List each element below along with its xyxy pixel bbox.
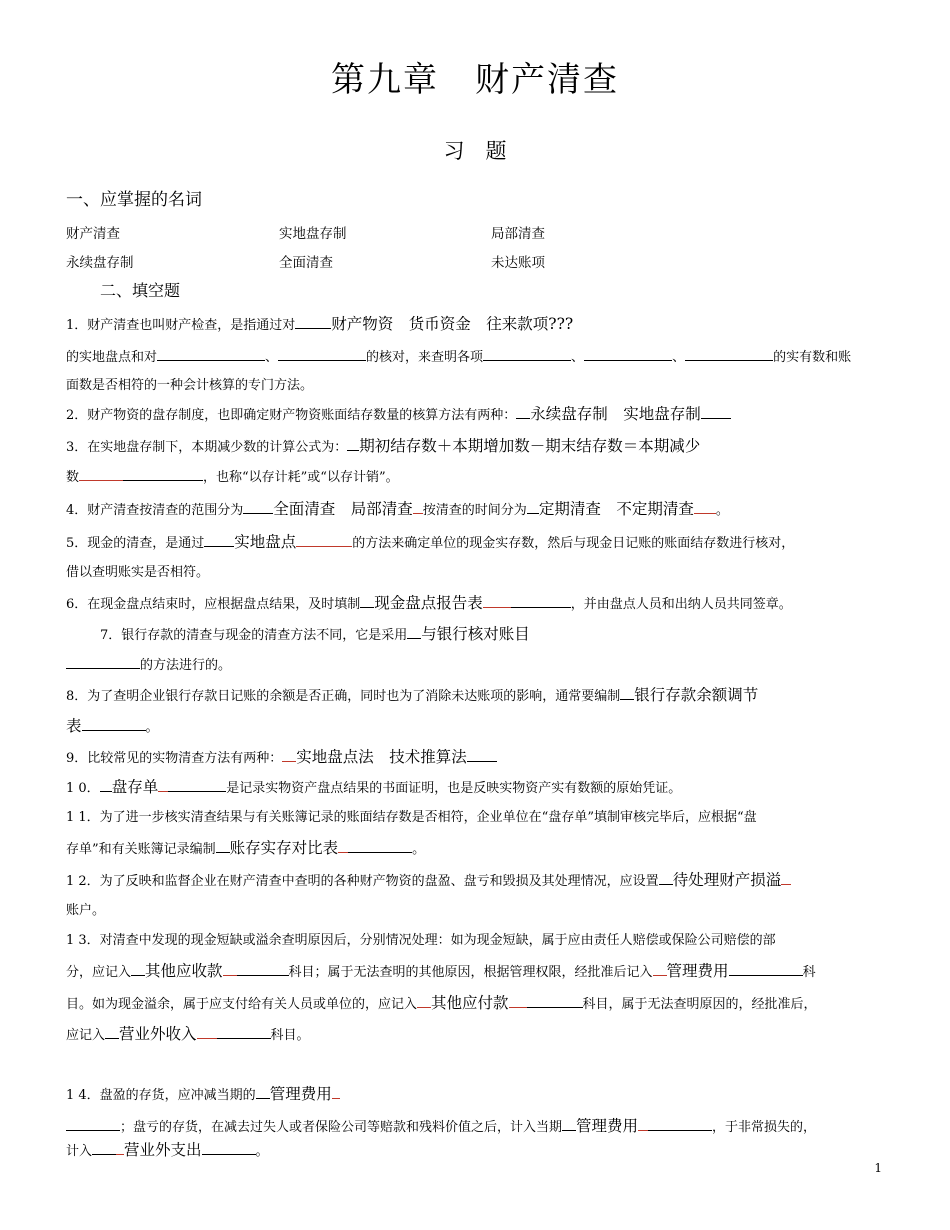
blank-underline bbox=[202, 1154, 256, 1155]
blank-underline bbox=[413, 513, 423, 514]
blank-underline bbox=[116, 1154, 124, 1155]
blank-underline bbox=[347, 450, 359, 451]
blank-underline bbox=[223, 975, 237, 976]
blank-underline bbox=[66, 1130, 120, 1131]
question-7-line2: 的方法进行的。 bbox=[66, 654, 231, 673]
blank-underline bbox=[527, 1007, 583, 1008]
exercise-subtitle: 习 题 bbox=[443, 139, 507, 163]
question-10: 1 0． 盘存单 是记录实物资产盘点结果的书面证明，也是反映实物资产实有数额的原始凭证。 bbox=[66, 778, 682, 796]
term: 财产清查 bbox=[66, 226, 120, 242]
blank-underline bbox=[131, 975, 145, 976]
term: 永续盘存制 bbox=[66, 255, 134, 271]
blank-underline bbox=[295, 328, 331, 329]
question-9: 9．比较常见的实物清查方法有两种： 实地盘点法 技术推算法 bbox=[66, 745, 497, 767]
blank-underline bbox=[105, 1038, 119, 1039]
blank-underline bbox=[417, 1007, 431, 1008]
question-14: 1 4．盘盈的存货，应冲减当期的 管理费用 bbox=[66, 1082, 340, 1104]
blank-underline bbox=[729, 975, 803, 976]
question-11: 1 1．为了进一步核实清查结果与有关账簿记录的账面结存数是否相符，企业单位在“盘存单”填制审核完毕后，应根据“盘 bbox=[66, 810, 757, 825]
blank-underline bbox=[237, 975, 289, 976]
question-1-line3: 面数是否相符的一种会计核算的专门方法。 bbox=[66, 378, 314, 393]
answer: 定期清查 不定期清查 bbox=[538, 500, 694, 518]
term: 全面清查 bbox=[279, 255, 333, 271]
blank-underline bbox=[516, 418, 530, 419]
question-1: 1．财产清查也叫财产检查，是指通过对 财产物资 货币资金 往来款项??? bbox=[66, 315, 574, 333]
blank-underline bbox=[338, 852, 348, 853]
blank-underline bbox=[685, 360, 773, 361]
answer: 财产物资 货币资金 往来款项??? bbox=[331, 315, 574, 333]
question-12-line2: 账户。 bbox=[66, 903, 106, 918]
blank-underline bbox=[648, 1130, 712, 1131]
answer: 现金盘点报告表 bbox=[374, 594, 483, 612]
blank-underline bbox=[157, 360, 265, 361]
page-title: 第九章 财产清查 bbox=[331, 60, 619, 100]
answer: 管理费用 bbox=[666, 962, 729, 980]
question-6: 6．在现金盘点结束时，应根据盘点结果，及时填制 现金盘点报告表 ，并由盘点人员和出纳人员共同签章。 bbox=[66, 594, 792, 612]
blank-underline bbox=[217, 1038, 271, 1039]
answer: 营业外支出 bbox=[124, 1141, 202, 1159]
blank-underline bbox=[483, 360, 571, 361]
blank-underline bbox=[638, 1130, 648, 1131]
answer: 实地盘点 bbox=[234, 533, 297, 551]
answer: 待处理财产损溢 bbox=[672, 871, 782, 889]
blank-underline bbox=[197, 1038, 217, 1039]
blank-underline bbox=[701, 418, 731, 419]
answer: 盘存单 bbox=[111, 778, 159, 796]
blank-underline bbox=[282, 761, 296, 762]
question-3-line2: 数 ，也称“以存计耗”或“以存计销”。 bbox=[66, 470, 399, 485]
question-7: 7．银行存款的清查与现金的清查方法不同，它是采用 与银行核对账目 bbox=[100, 625, 530, 643]
blank-underline bbox=[360, 607, 374, 608]
answer: 全面清查 局部清查 bbox=[273, 500, 413, 518]
question-12: 1 2．为了反映和监督企业在财产清查中查明的各种财产物资的盘盈、盘亏和毁损及其处理情况，应设置 待处理财产损溢 bbox=[66, 868, 791, 890]
blank-underline bbox=[407, 638, 421, 639]
question-5: 5．现金的清查，是通过 实地盘点 的方法来确定单位的现金实存数，然后与现金日记账的账面结存数进行核对， bbox=[66, 533, 795, 551]
blank-underline bbox=[562, 1130, 576, 1131]
answer: 营业外收入 bbox=[119, 1025, 197, 1043]
answer: 银行存款余额调节 bbox=[634, 686, 759, 704]
answer: 账存实存对比表 bbox=[229, 839, 339, 857]
question-8: 8．为了查明企业银行存款日记账的余额是否正确，同时也为了消除未达账项的影响，通常要编制 银行存款余额调节 bbox=[66, 686, 759, 704]
blank-underline bbox=[82, 730, 146, 731]
question-13-line2: 分，应记入 其他应收款 科目；属于无法查明的其他原因，根据管理权限，经批准后记入 管理费用 科 bbox=[66, 962, 816, 980]
answer: 期初结存数＋本期增加数－期末结存数＝本期减少 bbox=[359, 437, 701, 455]
answer: 永续盘存制 实地盘存制 bbox=[530, 405, 701, 423]
question-3: 3．在实地盘存制下，本期减少数的计算公式为： 期初结存数＋本期增加数－期末结存数＝本期减少 bbox=[66, 437, 701, 455]
answer: 管理费用 bbox=[269, 1085, 332, 1103]
blank-underline bbox=[243, 513, 273, 514]
section-heading-terms: 一、应掌握的名词 bbox=[66, 190, 202, 210]
question-13-line3: 目。如为现金溢余，属于应支付给有关人员或单位的，应记入 其他应付款 科目，属于无法查明原因的，经批准后， bbox=[66, 994, 817, 1012]
blank-underline bbox=[123, 480, 203, 481]
question-13-line4: 应记入 营业外收入 科目。 bbox=[66, 1025, 310, 1043]
question-14-line2: ；盘亏的存货，在减去过失人或者保险公司等赔款和残料价值之后，计入当期 管理费用 ，于非常损失的， bbox=[66, 1114, 816, 1136]
section-heading-fill-blank: 二、填空题 bbox=[100, 281, 181, 300]
question-11-line2: 存单”和有关账簿记录编制 账存实存对比表 。 bbox=[66, 839, 426, 857]
question-4: 4．财产清查按清查的范围分为 全面清查 局部清查 按清查的时间分为 定期清查 不定期清查 。 bbox=[66, 500, 729, 518]
blank-underline bbox=[348, 852, 412, 853]
question-14-line3: 计入 营业外支出 。 bbox=[66, 1141, 269, 1159]
blank-underline bbox=[584, 360, 672, 361]
blank-underline bbox=[509, 1007, 527, 1008]
blank-underline bbox=[66, 668, 140, 669]
answer: 其他应收款 bbox=[145, 962, 223, 980]
term: 未达账项 bbox=[491, 255, 545, 271]
blank-underline bbox=[620, 699, 634, 700]
term: 局部清查 bbox=[491, 226, 545, 242]
blank-underline bbox=[216, 852, 230, 853]
blank-underline bbox=[467, 761, 497, 762]
blank-underline bbox=[100, 791, 112, 792]
blank-underline bbox=[511, 607, 571, 608]
question-5-line2: 借以查明账实是否相符。 bbox=[66, 565, 210, 580]
answer: 管理费用 bbox=[576, 1117, 639, 1135]
blank-underline bbox=[694, 513, 716, 514]
blank-underline bbox=[527, 513, 539, 514]
question-1-line2: 的实地盘点和对 、 的核对，来查明各项 、 、 的实有数和账 bbox=[66, 350, 852, 365]
blank-underline bbox=[204, 546, 234, 547]
blank-underline bbox=[92, 1154, 116, 1155]
answer: 实地盘点法 技术推算法 bbox=[296, 748, 467, 766]
blank-underline bbox=[653, 975, 667, 976]
blank-underline bbox=[781, 884, 791, 885]
blank-underline bbox=[483, 607, 511, 608]
page-number: 1 bbox=[874, 1161, 882, 1175]
blank-underline bbox=[158, 791, 168, 792]
answer: 其他应付款 bbox=[431, 994, 509, 1012]
question-8-line2: 表 。 bbox=[66, 717, 159, 735]
blank-underline bbox=[278, 360, 366, 361]
question-13: 1 3．对清查中发现的现金短缺或溢余查明原因后，分别情况处理：如为现金短缺，属于应由责任人赔偿或保险公司赔偿的部 bbox=[66, 933, 776, 948]
question-2: 2．财产物资的盘存制度，也即确定财产物资账面结存数量的核算方法有两种： 永续盘存制 实地盘存制 bbox=[66, 402, 731, 424]
blank-underline bbox=[296, 546, 352, 547]
blank-underline bbox=[79, 480, 123, 481]
term: 实地盘存制 bbox=[279, 226, 347, 242]
blank-underline bbox=[256, 1098, 270, 1099]
answer: 与银行核对账目 bbox=[421, 625, 530, 643]
blank-underline bbox=[332, 1098, 340, 1099]
blank-underline bbox=[168, 791, 226, 792]
blank-underline bbox=[659, 884, 673, 885]
